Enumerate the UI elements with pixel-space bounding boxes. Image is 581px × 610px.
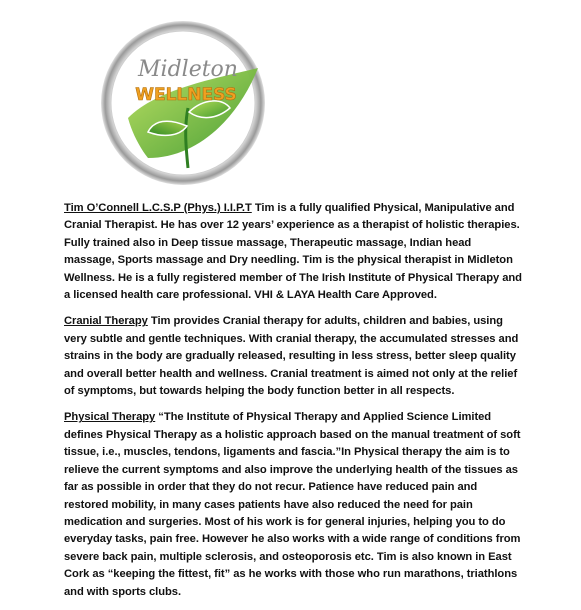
cranial-paragraph — [64, 313, 524, 400]
name-heading: Tim O’Connell L.C.S.P (Phys.) I.I.P.T — [64, 202, 252, 214]
physical-paragraph — [64, 409, 524, 600]
intro-paragraph — [64, 200, 524, 304]
logo-word: WELLNESS — [135, 85, 237, 105]
logo-script-text: Midleton — [138, 57, 238, 82]
midleton-wellness-logo — [88, 8, 278, 198]
intro-text: Tim is a fully qualified Physical, Manipulative and Cranial Therapist. He has over 12 years’ experience as a therapist of holistic therapies. Fully trained also in Deep tissue massage, Therapeutic massage, Indian head massage, Sports massage and Dry needling. Tim is the physical therapist in Midleton Wellness. He is a fully registered member of The Irish Institute of Physical Therapy and a licensed health care professional. VHI & LAYA Health Care Approved. — [64, 202, 522, 302]
bio-content — [64, 200, 524, 610]
cranial-text: Tim provides Cranial therapy for adults, children and babies, using very subtle and gentle techniques. With cranial therapy, the accumulated stresses and strains in the body are gradually released, resulting in less stress, better sleep quality and overall better health and wellness. Cranial treatment is aimed not only at the relief of symptoms, but towards helping the body function better in all respects. — [64, 315, 519, 398]
physical-heading: Physical Therapy — [64, 411, 156, 424]
cranial-heading: Cranial Therapy — [64, 315, 148, 328]
physical-text: “The Institute of Physical Therapy and Applied Science Limited defines Physical Therapy as a holistic approach based on the manual treatment of soft tissue, i.e., muscles, tendons, ligaments and fascia.”In Physical therapy the aim is to relieve the current symptoms and also improve the underlying health of the tissues as far as possible in order that they do not recur. Patience have reduced pain and restored mobility, in many cases patients have also reduced the need for pain medication and surgeries. Most of his work is for general injuries, helping you to do everyday tasks, pain free. However he also works with a wide range of conditions from severe back pain, multiple sclerosis, and osteoporosis etc. Tim is also known in East Cork as “keeping the fittest, fit” as he works with those who run marathons, triathlons and with sports clubs. — [64, 411, 521, 598]
